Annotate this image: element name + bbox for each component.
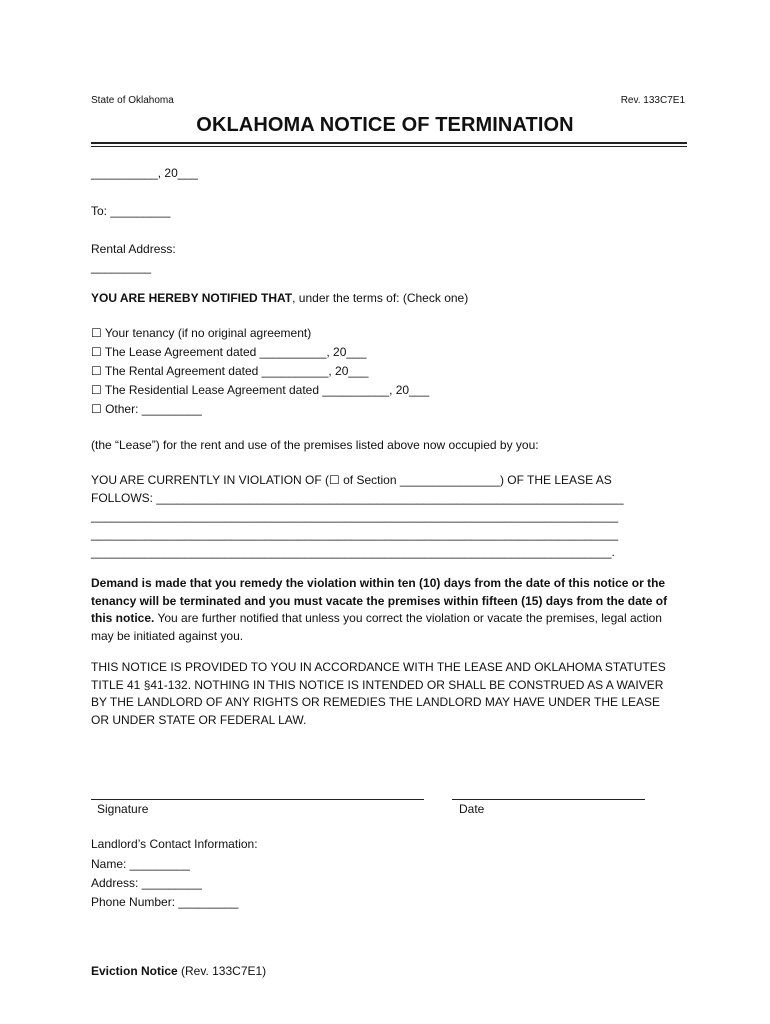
contact-name: Name: _________ <box>91 857 190 871</box>
option-no-agreement: ☐ Your tenancy (if no original agreement) <box>91 326 312 340</box>
date-line: __________, 20___ <box>91 166 198 180</box>
footer <box>91 963 266 979</box>
contact-heading: Landlord’s Contact Information: <box>91 837 258 851</box>
notified-rest: , under the terms of: (Check one) <box>292 291 469 305</box>
header-state: State of Oklahoma <box>91 95 174 106</box>
signature-label: Signature <box>97 802 149 816</box>
demand-bold: Demand is made that you remedy the violation within ten (10) days from the date of this notice or the tenancy will be terminated and you must vacate the premises within fifteen (15) days from the date of this notice. <box>91 576 668 625</box>
date-label: Date <box>459 802 485 816</box>
option-rental-agreement: ☐ The Rental Agreement dated __________, 20___ <box>91 364 369 378</box>
violation-line-1: YOU ARE CURRENTLY IN VIOLATION OF (☐ of Section _______________) OF THE LEASE AS <box>91 473 612 487</box>
option-residential-lease: ☐ The Residential Lease Agreement dated __________, 20___ <box>91 383 430 397</box>
header-revision: Rev. 133C7E1 <box>620 95 685 106</box>
violation-line-4: _______________________________________________________________________________ <box>91 527 619 541</box>
option-other: ☐ Other: _________ <box>91 402 202 416</box>
notified-bold: YOU ARE HEREBY NOTIFIED THAT <box>91 291 293 305</box>
contact-address: Address: _________ <box>91 876 202 890</box>
violation-line-2: FOLLOWS: ______________________________________________________________________ <box>91 491 624 505</box>
rental-address-blank: _________ <box>91 260 152 274</box>
notified-line <box>91 290 468 306</box>
violation-line-5: ______________________________________________________________________________. <box>91 545 615 559</box>
rental-address-label: Rental Address: <box>91 242 176 256</box>
statute-paragraph: THIS NOTICE IS PROVIDED TO YOU IN ACCORDANCE WITH THE LEASE AND OKLAHOMA STATUTES TITLE 41 §41-132. NOTHING IN THIS NOTICE IS INTENDED OR SHALL BE CONSTRUED AS A WAIVER BY THE LANDLORD OF ANY RIGHTS OR REMEDIES THE LANDLORD MAY HAVE UNDER THE LEASE OR UNDER STATE OR FEDERAL LAW. <box>91 660 666 727</box>
footer-rest: (Rev. 133C7E1) <box>177 964 267 978</box>
lease-line: (the “Lease”) for the rent and use of the premises listed above now occupied by you: <box>91 438 539 452</box>
to-line: To: _________ <box>91 204 171 218</box>
violation-line-3: _______________________________________________________________________________ <box>91 509 619 523</box>
date-signature-line <box>452 799 645 800</box>
option-lease-agreement: ☐ The Lease Agreement dated __________, 20___ <box>91 345 367 359</box>
title-rule-thick <box>91 142 687 144</box>
signature-line <box>91 799 424 800</box>
contact-phone: Phone Number: _________ <box>91 895 239 909</box>
title-rule-thin <box>91 146 687 147</box>
document-title: OKLAHOMA NOTICE OF TERMINATION <box>196 114 574 136</box>
demand-paragraph <box>91 575 677 645</box>
footer-bold: Eviction Notice <box>91 964 178 978</box>
demand-rest: You are further notified that unless you correct the violation or vacate the premises, legal action may be initiated against you. <box>91 611 662 643</box>
